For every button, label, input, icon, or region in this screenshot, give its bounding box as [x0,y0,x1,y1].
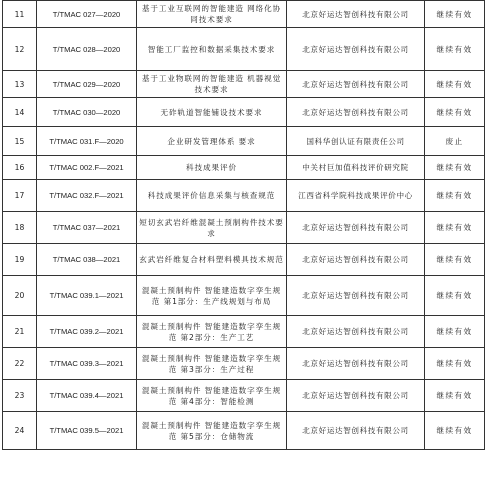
status-cell: 继续有效 [425,244,485,276]
standard-code-cell: T/TMAC 031.F—2020 [37,127,137,156]
row-number-cell: 21 [3,316,37,348]
standard-code-cell: T/TMAC 030—2020 [37,98,137,127]
status-cell: 继续有效 [425,276,485,316]
row-number-cell: 19 [3,244,37,276]
standard-code-cell: T/TMAC 038—2021 [37,244,137,276]
organization-cell: 江西省科学院科技成果评价中心 [287,180,425,212]
row-number-cell: 23 [3,380,37,412]
row-number-cell: 20 [3,276,37,316]
organization-cell: 北京好运达智创科技有限公司 [287,380,425,412]
row-number-cell: 12 [3,28,37,71]
standard-name-cell: 智能工厂监控和数据采集技术要求 [137,28,287,71]
row-number-cell: 22 [3,348,37,380]
status-cell: 继续有效 [425,212,485,244]
table-row [3,380,485,412]
standard-name-cell: 基于工业互联网的智能建造 网络化协同技术要求 [137,1,287,28]
row-number-cell: 17 [3,180,37,212]
standard-code-cell: T/TMAC 039.3—2021 [37,348,137,380]
table-row [3,412,485,450]
standard-code-cell: T/TMAC 002.F—2021 [37,156,137,180]
table-row [3,28,485,71]
table-row [3,127,485,156]
table-row [3,156,485,180]
table-row [3,348,485,380]
table-row [3,244,485,276]
status-cell: 继续有效 [425,380,485,412]
standard-name-cell: 无砟轨道智能铺设技术要求 [137,98,287,127]
row-number-cell: 18 [3,212,37,244]
standard-name-cell: 混凝土预制构件 智能建造数字孪生规范 第1部分：生产线规划与布局 [137,276,287,316]
organization-cell: 北京好运达智创科技有限公司 [287,28,425,71]
status-cell: 继续有效 [425,180,485,212]
standard-name-cell: 混凝土预制构件 智能建造数字孪生规范 第3部分：生产过程 [137,348,287,380]
organization-cell: 国科华创认证有限责任公司 [287,127,425,156]
row-number-cell: 16 [3,156,37,180]
standard-name-cell: 科技成果评价 [137,156,287,180]
status-cell: 继续有效 [425,1,485,28]
organization-cell: 中关村巨加值科技评价研究院 [287,156,425,180]
table-row [3,276,485,316]
organization-cell: 北京好运达智创科技有限公司 [287,71,425,98]
standard-name-cell: 混凝土预制构件 智能建造数字孪生规范 第5部分：仓储物流 [137,412,287,450]
status-cell: 继续有效 [425,71,485,98]
standard-name-cell: 短切玄武岩纤维混凝土预制构件技术要求 [137,212,287,244]
table-row [3,180,485,212]
standard-code-cell: T/TMAC 028—2020 [37,28,137,71]
standard-name-cell: 玄武岩纤维复合材料塑料模具技术规范 [137,244,287,276]
row-number-cell: 24 [3,412,37,450]
organization-cell: 北京好运达智创科技有限公司 [287,244,425,276]
table-row [3,1,485,28]
organization-cell: 北京好运达智创科技有限公司 [287,276,425,316]
standard-code-cell: T/TMAC 037—2021 [37,212,137,244]
table-row [3,71,485,98]
standard-name-cell: 科技成果评价信息采集与核查规范 [137,180,287,212]
standard-name-cell: 混凝土预制构件 智能建造数字孪生规范 第2部分：生产工艺 [137,316,287,348]
status-cell: 废止 [425,127,485,156]
table-row [3,212,485,244]
organization-cell: 北京好运达智创科技有限公司 [287,1,425,28]
standard-code-cell: T/TMAC 039.5—2021 [37,412,137,450]
row-number-cell: 13 [3,71,37,98]
row-number-cell: 11 [3,1,37,28]
standard-code-cell: T/TMAC 027—2020 [37,1,137,28]
standard-code-cell: T/TMAC 032.F—2021 [37,180,137,212]
organization-cell: 北京好运达智创科技有限公司 [287,348,425,380]
standard-name-cell: 企业研发管理体系 要求 [137,127,287,156]
organization-cell: 北京好运达智创科技有限公司 [287,316,425,348]
organization-cell: 北京好运达智创科技有限公司 [287,212,425,244]
row-number-cell: 14 [3,98,37,127]
standard-name-cell: 混凝土预制构件 智能建造数字孪生规范 第4部分：智能检测 [137,380,287,412]
status-cell: 继续有效 [425,412,485,450]
standard-name-cell: 基于工业物联网的智能建造 机器视觉技术要求 [137,71,287,98]
standard-code-cell: T/TMAC 039.4—2021 [37,380,137,412]
status-cell: 继续有效 [425,98,485,127]
table-row [3,316,485,348]
organization-cell: 北京好运达智创科技有限公司 [287,98,425,127]
table-row [3,98,485,127]
standard-code-cell: T/TMAC 039.1—2021 [37,276,137,316]
standards-table-body [3,1,485,450]
row-number-cell: 15 [3,127,37,156]
status-cell: 继续有效 [425,316,485,348]
standard-code-cell: T/TMAC 039.2—2021 [37,316,137,348]
standard-code-cell: T/TMAC 029—2020 [37,71,137,98]
status-cell: 继续有效 [425,348,485,380]
standards-table [2,0,485,450]
status-cell: 继续有效 [425,156,485,180]
organization-cell: 北京好运达智创科技有限公司 [287,412,425,450]
status-cell: 继续有效 [425,28,485,71]
